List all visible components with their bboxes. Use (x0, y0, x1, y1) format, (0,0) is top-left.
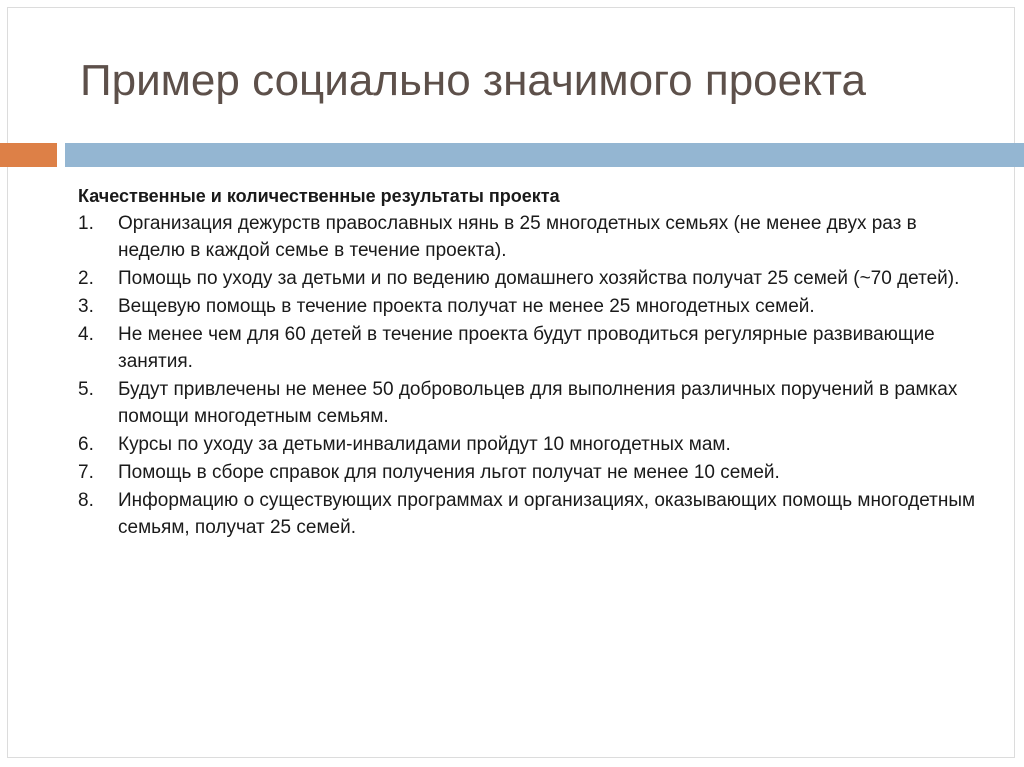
list-item-text: Вещевую помощь в течение проекта получат не менее 25 многодетных семей. (118, 296, 815, 317)
results-list (78, 210, 978, 541)
list-item-text: Помощь по уходу за детьми и по ведению домашнего хозяйства получат 25 семей (~70 детей). (118, 268, 960, 289)
list-item-number: 8. (78, 490, 94, 511)
list-item (78, 431, 978, 458)
slide-title: Пример социально значимого проекта (80, 56, 866, 105)
list-item-number: 5. (78, 379, 94, 400)
list-item-text: Не менее чем для 60 детей в течение проекта будут проводиться регулярные развивающие занятия. (118, 324, 935, 372)
title-rule-bar (65, 143, 1024, 167)
list-item-text: Информацию о существующих программах и организациях, оказывающих помощь многодетным семьям, получат 25 семей. (118, 490, 976, 538)
list-item-number: 6. (78, 434, 94, 455)
list-item-number: 1. (78, 213, 94, 234)
list-item (78, 265, 978, 292)
list-item-text: Будут привлечены не менее 50 добровольцев для выполнения различных поручений в рамках помощи многодетным семьям. (118, 379, 958, 427)
list-item-number: 3. (78, 296, 94, 317)
list-item-text: Курсы по уходу за детьми-инвалидами пройдут 10 многодетных мам. (118, 434, 731, 455)
list-item (78, 321, 978, 375)
list-item-text: Помощь в сборе справок для получения льгот получат не менее 10 семей. (118, 462, 780, 483)
list-item (78, 459, 978, 486)
list-item-text: Организация дежурств православных нянь в 25 многодетных семьях (не менее двух раз в неделю в каждой семье в течение проекта). (118, 213, 917, 261)
list-item (78, 293, 978, 320)
list-item-number: 2. (78, 268, 94, 289)
list-item (78, 210, 978, 264)
title-accent-bar (0, 143, 57, 167)
list-item-number: 4. (78, 324, 94, 345)
list-item (78, 487, 978, 541)
slide-content (78, 183, 978, 542)
list-item (78, 376, 978, 430)
list-item-number: 7. (78, 462, 94, 483)
content-subtitle: Качественные и количественные результаты проекта (78, 186, 560, 206)
